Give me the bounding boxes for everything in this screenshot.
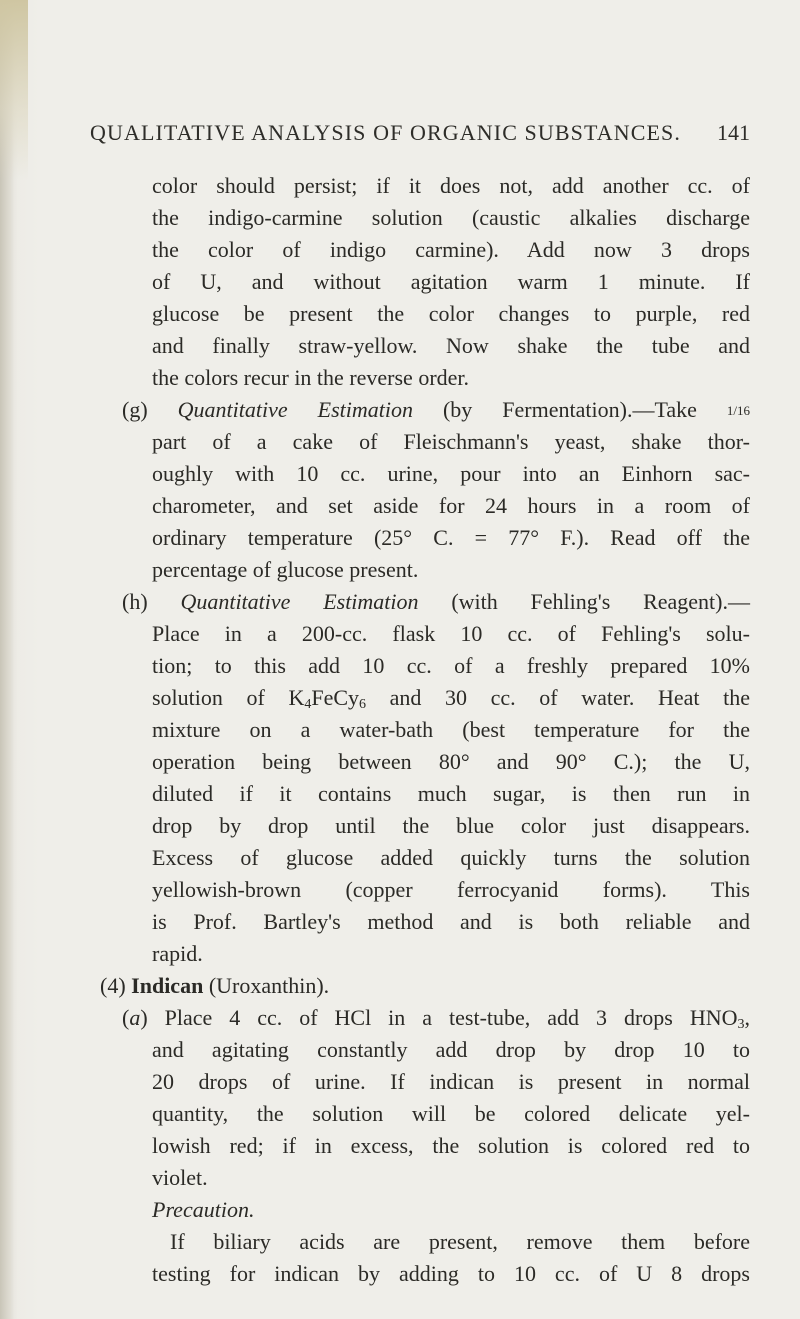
- running-head: QUALITATIVE ANALYSIS OF ORGANIC SUBSTANCES.: [90, 120, 681, 145]
- page-number: 141: [717, 120, 750, 145]
- text-line: percentage of glucose present.: [152, 557, 419, 582]
- text-line: quantity, the solution will be colored delicate yel-: [152, 1101, 750, 1126]
- text-line: of U, and without agitation warm 1 minute. If: [152, 269, 750, 294]
- text-line: the indigo-carmine solution (caustic alkalies discharge: [152, 205, 750, 230]
- text-line: rapid.: [152, 941, 203, 966]
- text-line: ordinary temperature (25° C. = 77° F.). Read off the: [152, 525, 750, 550]
- text-line: and finally straw-yellow. Now shake the tube and: [152, 333, 750, 358]
- text-line: If biliary acids are present, remove them before: [170, 1229, 750, 1254]
- formula-line: (a) Place 4 cc. of HCl in a test-tube, add 3 drops $HNO_3$,: [122, 1005, 750, 1032]
- text-line: color should persist; if it does not, add another cc. of: [152, 173, 750, 198]
- text-line: part of a cake of Fleischmann's yeast, shake thor-: [152, 429, 750, 454]
- text-line: oughly with 10 cc. urine, pour into an Einhorn sac-: [152, 461, 750, 486]
- text-line: Excess of glucose added quickly turns the solution: [152, 845, 750, 870]
- text-line: charometer, and set aside for 24 hours in a room of: [152, 493, 750, 518]
- text-line: Place in a 200-cc. flask 10 cc. of Fehling's solu-: [152, 621, 750, 646]
- text-line: diluted if it contains much sugar, is then run in: [152, 781, 750, 806]
- text-line: 20 drops of urine. If indican is present in normal: [152, 1069, 750, 1094]
- page-gutter-shadow: [0, 0, 14, 1319]
- formula-line: solution of $K_4FeCy_6$ and 30 cc. of water. Heat the: [152, 685, 750, 712]
- text-line: drop by drop until the blue color just disappears.: [152, 813, 750, 838]
- text-line: the color of indigo carmine). Add now 3 drops: [152, 237, 750, 262]
- text-line: and agitating constantly add drop by drop 10 to: [152, 1037, 750, 1062]
- text-line: the colors recur in the reverse order.: [152, 365, 470, 390]
- text-line: is Prof. Bartley's method and is both reliable and: [152, 909, 750, 934]
- text-line: mixture on a water-bath (best temperature for the: [152, 717, 750, 742]
- page-header: [90, 120, 750, 150]
- section-g-heading-line: (g) Quantitative Estimation (by Fermentation).—Take 1/16: [122, 397, 750, 422]
- page-stain: [0, 0, 28, 180]
- text-line: yellowish-brown (copper ferrocyanid forms). This: [152, 877, 750, 902]
- text-line: operation being between 80° and 90° C.); the U,: [152, 749, 750, 774]
- text-line: testing for indican by adding to 10 cc. of U 8 drops: [152, 1261, 750, 1286]
- text-line: tion; to this add 10 cc. of a freshly prepared 10%: [152, 653, 750, 678]
- text-line: violet.: [152, 1165, 208, 1190]
- precaution-heading: Precaution.: [152, 1197, 255, 1222]
- text-line: glucose be present the color changes to purple, red: [152, 301, 750, 326]
- text-line: lowish red; if in excess, the solution is colored red to: [152, 1133, 750, 1158]
- section-h-heading-line: (h) Quantitative Estimation (with Fehling's Reagent).—: [122, 589, 750, 614]
- section-4-heading: (4) Indican (Uroxanthin).: [100, 973, 330, 998]
